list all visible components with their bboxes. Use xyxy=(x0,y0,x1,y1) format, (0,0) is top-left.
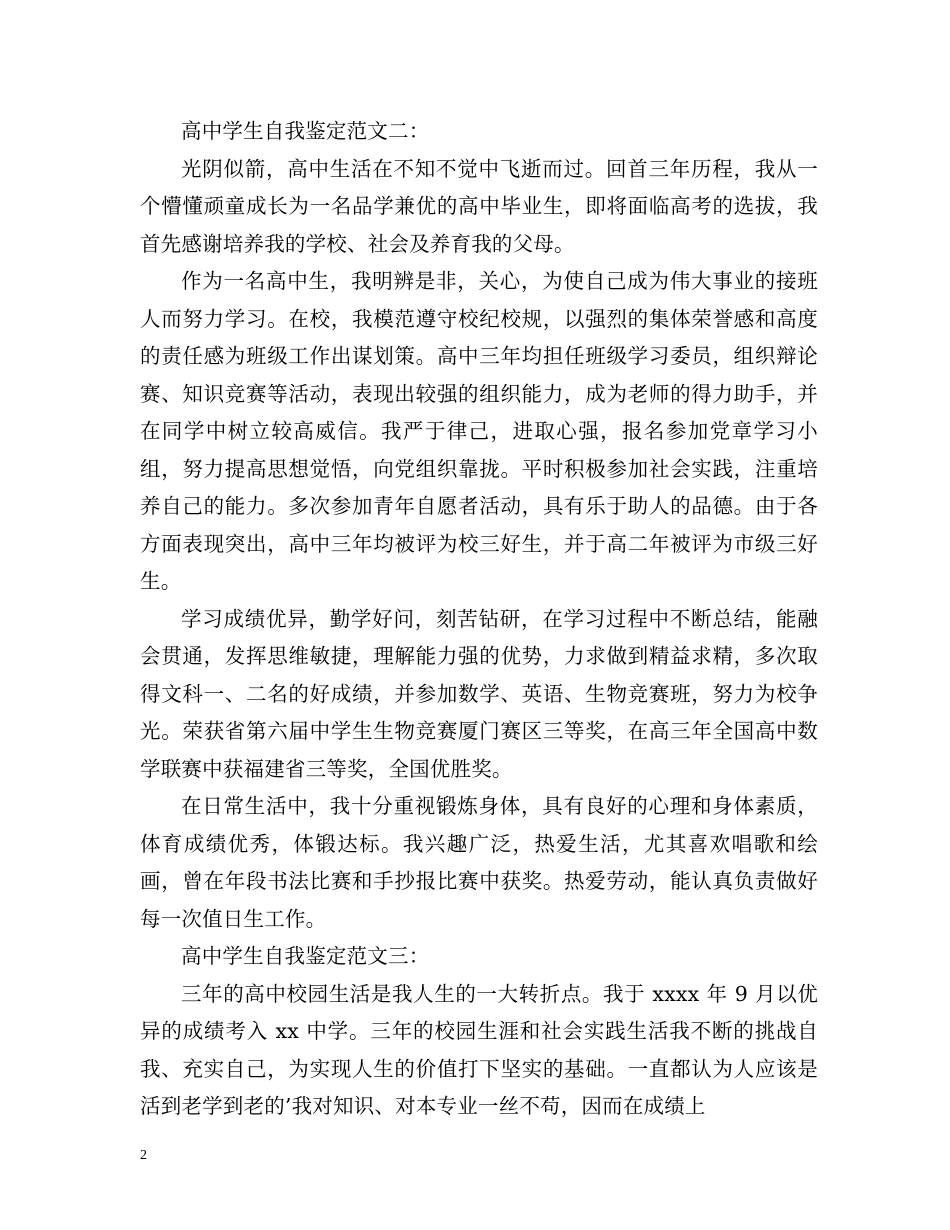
paragraph-intro: 光阴似箭，高中生活在不知不觉中飞逝而过。回首三年历程，我从一个懵懂顽童成长为一名品学兼优的高中毕业生，即将面临高考的选拔，我首先感谢培养我的学校、社会及养育我的父母。 xyxy=(140,156,818,256)
section-heading-sample-three: 高中学生自我鉴定范文三： xyxy=(181,944,430,968)
page-number: 2 xyxy=(140,1148,147,1163)
paragraph-campus-life: 三年的高中校园生活是我人生的一大转折点。我于 xxxx 年 9 月以优异的成绩考入 xx 中学。三年的校园生涯和社会实践生活我不断的挑战自我、充实自己，为实现人生的价值打下坚实的基础。一直都认为人应该是活到老学到老的’我对知识、对本专业一丝不苟，因而在成绩上 xyxy=(140,981,818,1118)
paragraph-daily-life: 在日常生活中，我十分重视锻炼身体，具有良好的心理和身体素质，体育成绩优秀，体锻达标。我兴趣广泛，热爱生活，尤其喜欢唱歌和绘画，曾在年段书法比赛和手抄报比赛中获奖。热爱劳动，能认真负责做好每一次值日生工作。 xyxy=(140,794,818,931)
paragraph-study: 学习成绩优异，勤学好问，刻苦钻研，在学习过程中不断总结，能融会贯通，发挥思维敏捷，理解能力强的优势，力求做到精益求精，多次取得文科一、二名的好成绩，并参加数学、英语、生物竞赛班，努力为校争光。荣获省第六届中学生生物竞赛厦门赛区三等奖，在高三年全国高中数学联赛中获福建省三等奖，全国优胜奖。 xyxy=(140,606,818,781)
paragraph-conduct: 作为一名高中生，我明辨是非，关心，为使自己成为伟大事业的接班人而努力学习。在校，我模范遵守校纪校规，以强烈的集体荣誉感和高度的责任感为班级工作出谋划策。高中三年均担任班级学习委员，组织辩论赛、知识竞赛等活动，表现出较强的组织能力，成为老师的得力助手，并在同学中树立较高威信。我严于律己，进取心强，报名参加党章学习小组，努力提高思想觉悟，向党组织靠拢。平时积极参加社会实践，注重培养自己的能力。多次参加青年自愿者活动，具有乐于助人的品德。由于各方面表现突出，高中三年均被评为校三好生，并于高二年被评为市级三好生。 xyxy=(140,269,818,593)
section-heading-sample-two: 高中学生自我鉴定范文二： xyxy=(181,119,430,143)
document-body xyxy=(140,113,818,1126)
